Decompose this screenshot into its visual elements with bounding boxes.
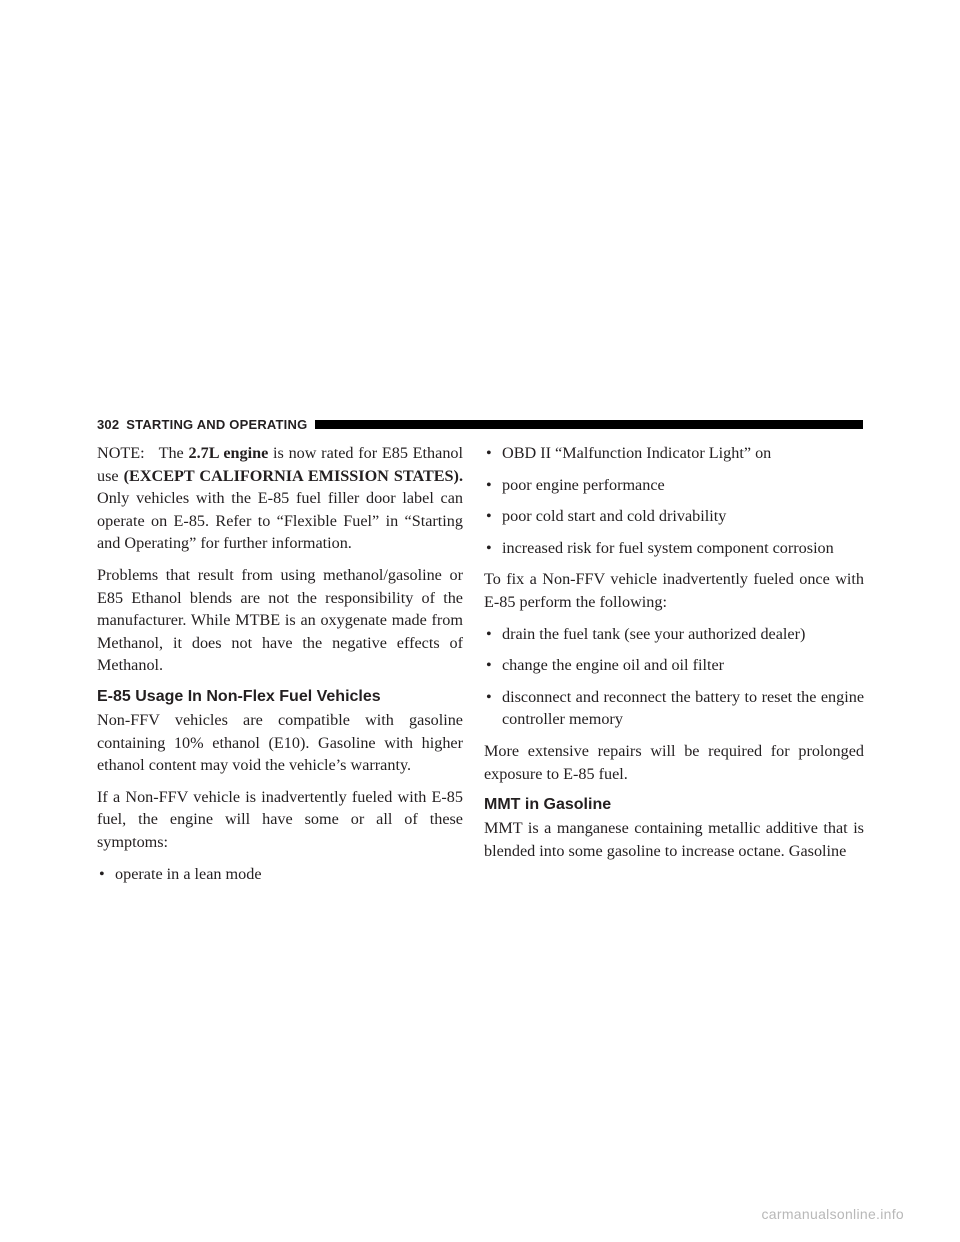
section-title: STARTING AND OPERATING: [126, 416, 308, 432]
fix-paragraph: To fix a Non-FFV vehicle inadvertently fueled once with E-85 perform the following:: [484, 570, 864, 611]
bullet-icon: •: [99, 864, 105, 883]
repairs-paragraph: More extensive repairs will be required for prolonged exposure to E-85 fuel.: [484, 741, 864, 783]
fix-steps-list: [484, 623, 864, 731]
symptom-list-cont: [484, 442, 864, 559]
mmt-paragraph: MMT is a manganese containing metallic additive that is blended into some gasoline to increase octane. Gasoline: [484, 819, 864, 860]
bullet-icon: •: [486, 507, 492, 526]
list-item: [484, 686, 864, 731]
note-states: (EXCEPT CALIFORNIA EMISSION STATES).: [123, 466, 463, 485]
note-paragraph: [97, 442, 463, 555]
note-engine: 2.7L engine: [188, 444, 269, 462]
list-item: [484, 537, 864, 560]
watermark-logo: carmanualsonline.info: [761, 1206, 904, 1222]
right-column: [484, 442, 864, 871]
e85-heading: E-85 Usage In Non-Flex Fuel Vehicles: [97, 687, 381, 705]
bullet-icon: •: [486, 624, 492, 643]
note-pre: The: [158, 444, 184, 462]
mmt-heading: MMT in Gasoline: [484, 796, 612, 814]
left-column: [97, 442, 463, 894]
list-item: [484, 442, 864, 465]
list-item-text: operate in a lean mode: [115, 864, 262, 883]
list-item: [484, 654, 864, 677]
list-item: [484, 505, 864, 528]
note-mid: is now rated for E85 Ethanol use: [97, 444, 464, 485]
list-item-text: change the engine oil and oil filter: [502, 656, 725, 675]
symptom-list-start: [97, 863, 463, 886]
page-header: [97, 416, 863, 432]
bullet-icon: •: [486, 656, 492, 675]
list-item-text: OBD II “Malfunction Indicator Light” on: [502, 444, 772, 462]
problems-paragraph: Problems that result from using methanol/gasoline or E85 Ethanol blends are not the responsibility of the manufacturer. While MTBE is an oxygenate made from Methanol, it does not have the negative effects of Methanol.: [97, 565, 463, 675]
list-item-text: poor cold start and cold drivability: [502, 507, 727, 526]
inadvertent-paragraph: If a Non-FFV vehicle is inadvertently fueled with E-85 fuel, the engine will have some or all of these symptoms:: [97, 787, 463, 851]
bullet-icon: •: [486, 687, 492, 706]
list-item: [484, 474, 864, 497]
page-number: 302: [97, 416, 120, 432]
list-item: [484, 623, 864, 646]
compatible-paragraph: Non-FFV vehicles are compatible with gasoline containing 10% ethanol (E10). Gasoline with higher ethanol content may void the vehicle’s warranty.: [97, 710, 463, 775]
header-rule: [315, 420, 863, 429]
list-item-text: drain the fuel tank (see your authorized dealer): [502, 624, 806, 643]
bullet-icon: •: [486, 538, 492, 557]
list-item-text: poor engine performance: [502, 475, 665, 494]
list-item-text: increased risk for fuel system component corrosion: [502, 538, 834, 557]
list-item-text: disconnect and reconnect the battery to reset the engine controller memory: [502, 687, 864, 729]
bullet-icon: •: [486, 444, 492, 462]
bullet-icon: •: [486, 475, 492, 494]
note-label: NOTE:: [97, 444, 145, 462]
list-item: [97, 863, 463, 886]
note-post: Only vehicles with the E-85 fuel filler door label can operate on E-85. Refer to “Flexible Fuel” in “Starting and Operating” for further information.: [97, 489, 463, 553]
